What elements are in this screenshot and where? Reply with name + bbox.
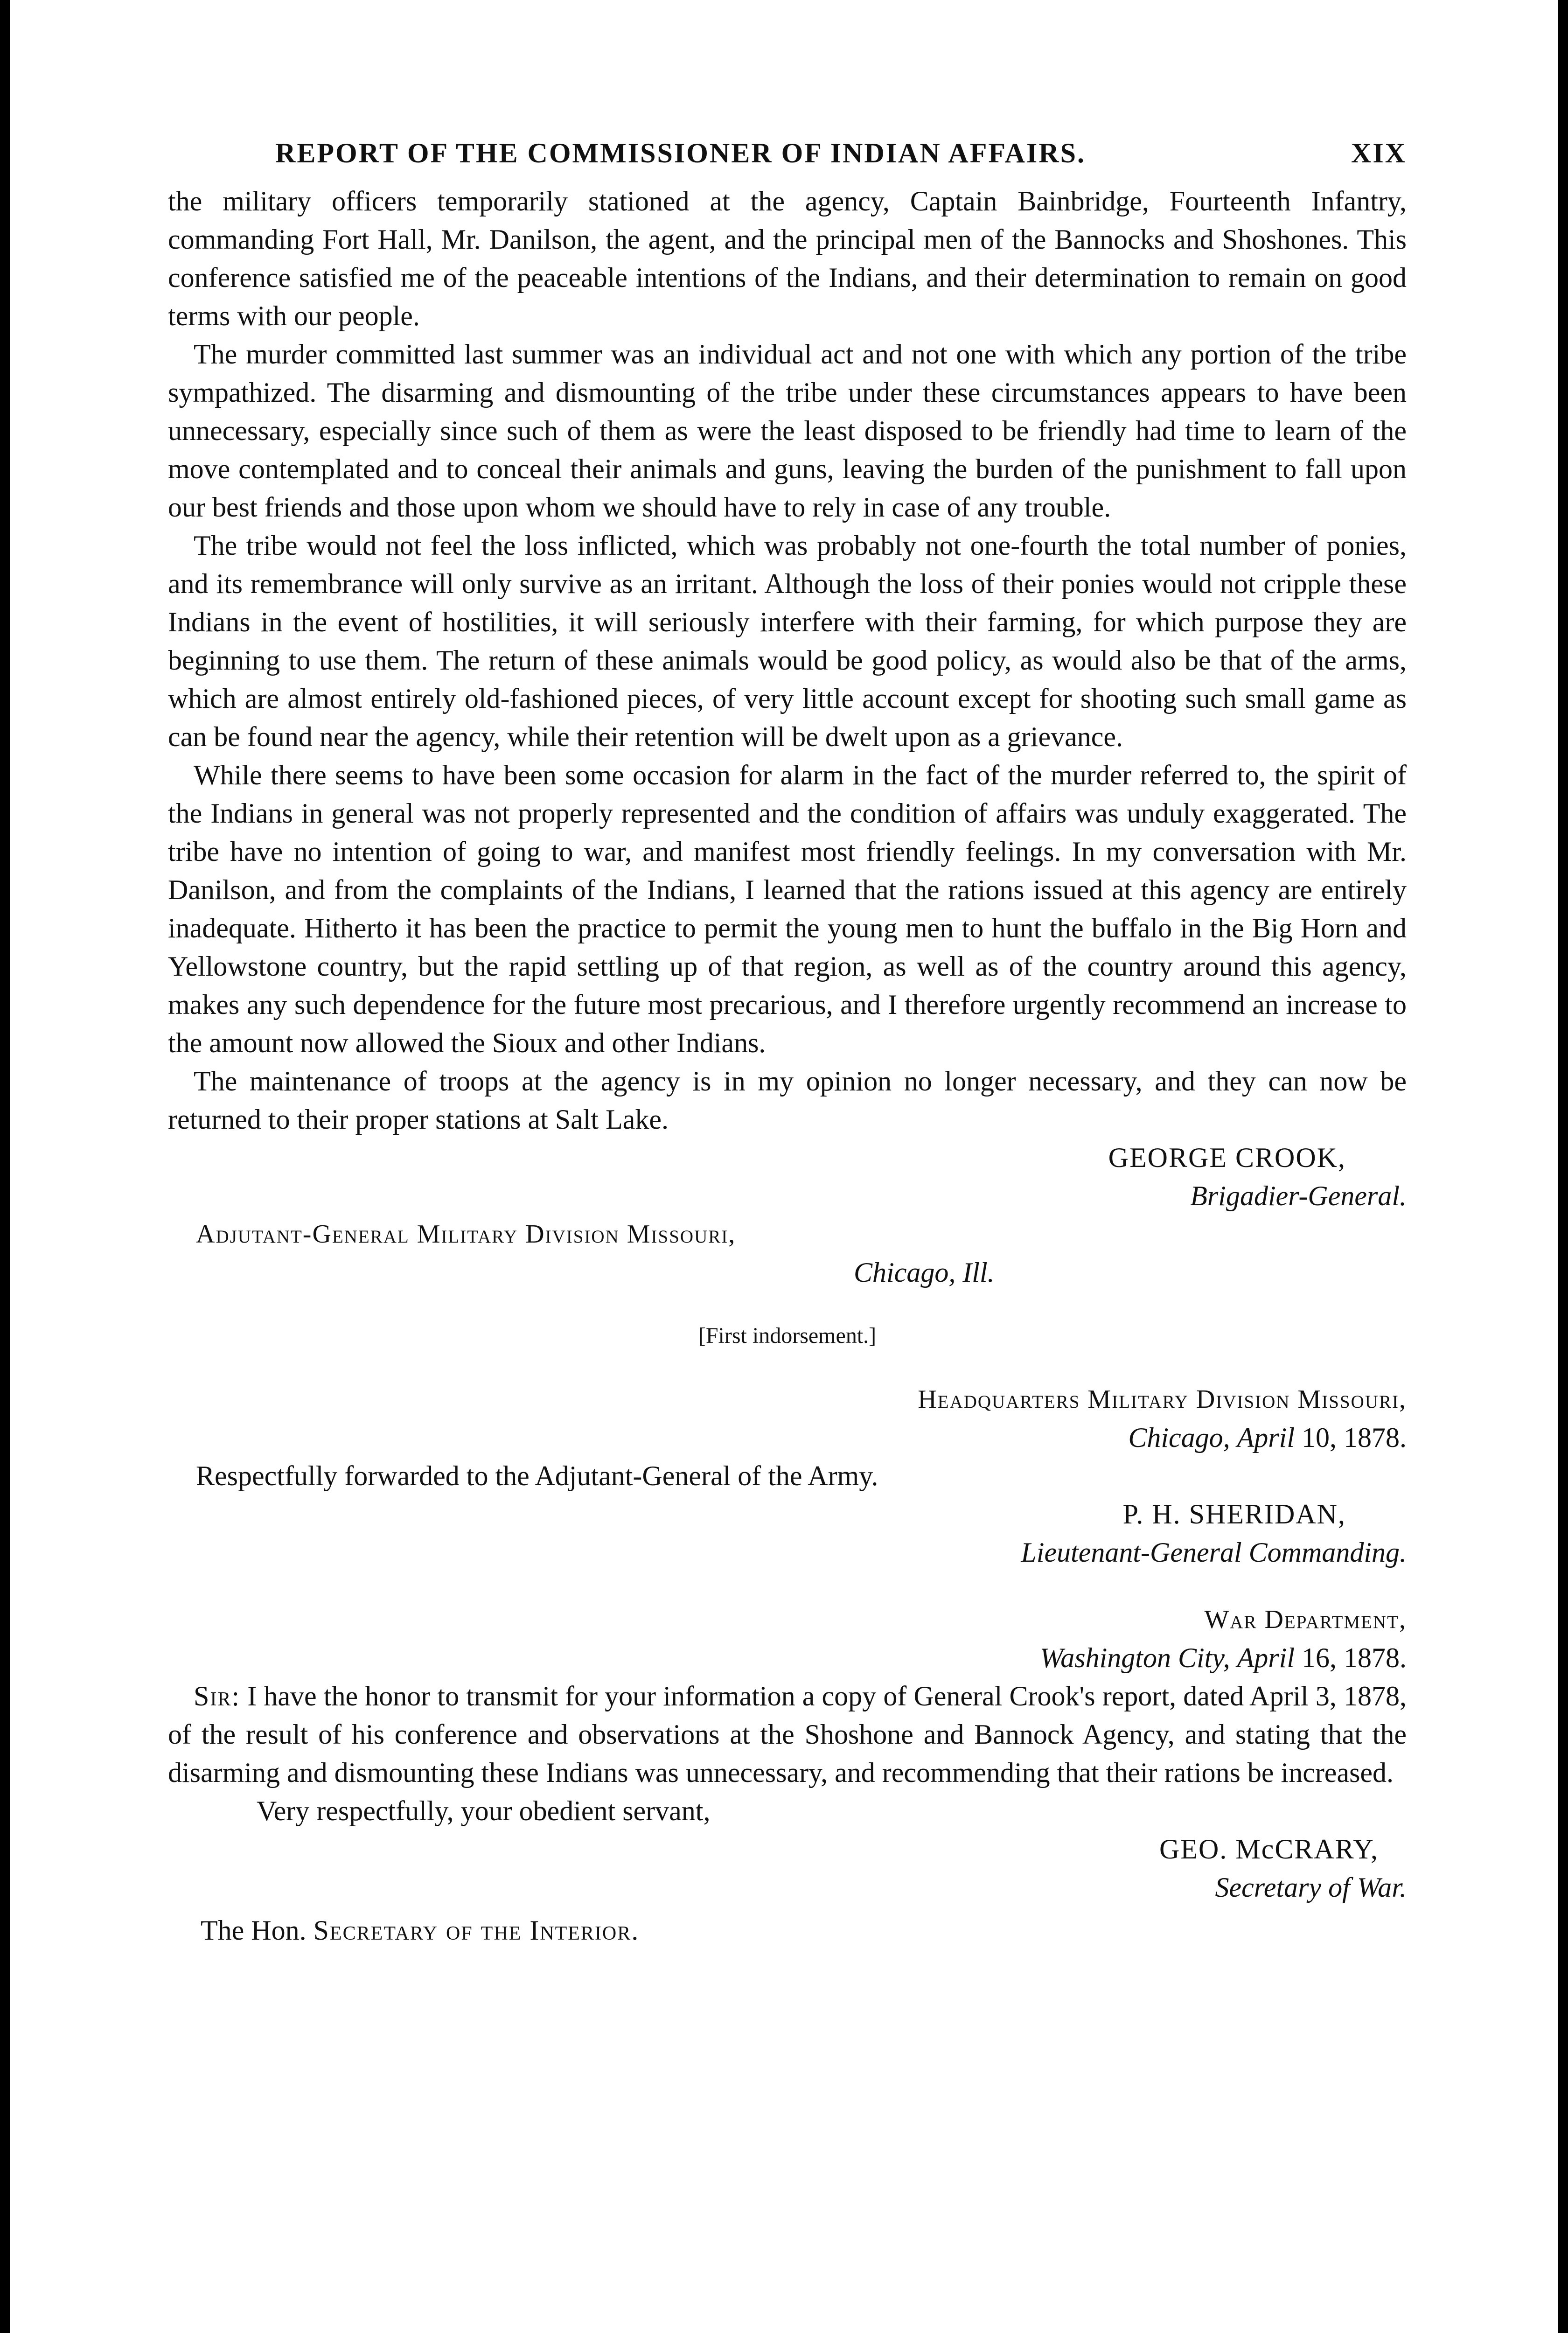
crook-signature-name: GEORGE CROOK, xyxy=(1108,1142,1346,1173)
letter-paragraph: the military officers temporarily stationed at the agency, Captain Bainbridge, Fourteenth Infantry, commanding Fort Hall, Mr. Danilson, the agent, and the principal men of the Bannocks and Shoshones. This conference satisfied me of the peaceable intentions of the Indians, and their determination to remain on good terms with our people. xyxy=(168,186,1407,331)
page-number: XIX xyxy=(1351,138,1407,168)
indorsement-dateline xyxy=(168,1418,1407,1457)
running-head-title: REPORT OF THE COMMISSIONER OF INDIAN AFFAIRS. xyxy=(275,138,1086,168)
war-department-date-month: April xyxy=(1237,1642,1295,1673)
letter-body xyxy=(168,182,1407,1139)
letter-paragraph: The tribe would not feel the loss inflicted, which was probably not one-fourth the total number of ponies, and its remembrance will only survive as an irritant. Although the loss of their ponies would not cripple these Indians in the event of hostilities, it will seriously interfere with their farming, for which purpose they are beginning to use them. The return of these animals would be good policy, as would also be that of the arms, which are almost entirely old-fashioned pieces, of very little account except for shooting such small game as can be found near the agency, while their retention will be dwelt upon as a grievance. xyxy=(168,530,1407,752)
war-department-dateline xyxy=(168,1639,1407,1677)
sheridan-signature-name: P. H. SHERIDAN, xyxy=(1122,1499,1346,1530)
indorsement-text: Respectfully forwarded to the Adjutant-General of the Army. xyxy=(196,1460,878,1491)
war-department-body: I have the honor to transmit for your information a copy of General Crook's report, dated April 3, 1878, of the result of his conference and observations at the Shoshone and Bannock Agency, and stating that the disarming and dismounting these Indians was unnecessary, and recommending that their rations be increased. xyxy=(168,1681,1407,1788)
war-department-paragraph xyxy=(168,1677,1407,1792)
letter-addressee: Adjutant-General Military Division Missouri, xyxy=(196,1220,736,1249)
document-page xyxy=(168,135,1407,1949)
indorsement-date-month: April xyxy=(1237,1422,1295,1453)
section-spacer xyxy=(168,1572,1407,1600)
closing-line: Very respectfully, your obedient servant, xyxy=(257,1795,711,1826)
indorsement-date-place: Chicago, xyxy=(1128,1422,1230,1453)
scan-border-right xyxy=(1558,0,1568,2333)
letter-paragraph: While there seems to have been some occasion for alarm in the fact of the murder referred to, the spirit of the Indians in general was not properly represented and the condition of affairs was unduly exaggerated. The tribe have no intention of going to war, and manifest most friendly feelings. In my conversation with Mr. Danilson, and from the complaints of the Indians, I learned that the rations issued at this agency are entirely inadequate. Hitherto it has been the practice to permit the young men to hunt the buffalo in the Big Horn and Yellowstone country, but the rapid settling up of that region, as well as of the country around this agency, makes any such dependence for the future most precarious, and I therefore urgently recommend an increase to the amount now allowed the Sioux and other Indians. xyxy=(168,760,1407,1058)
final-addressee-prefix: The Hon. xyxy=(201,1915,307,1946)
salutation: Sir: xyxy=(194,1681,241,1711)
war-department-date-place: Washington City, xyxy=(1039,1642,1230,1673)
indorsement-headquarters: Headquarters Military Division Missouri, xyxy=(918,1385,1407,1414)
war-department-heading: War Department, xyxy=(1204,1605,1407,1634)
mccrary-signature-title: Secretary of War. xyxy=(1215,1872,1407,1903)
crook-signature-title: Brigadier-General. xyxy=(1190,1180,1407,1211)
letter-paragraph: The maintenance of troops at the agency is in my opinion no longer necessary, and they can now be returned to their proper stations at Salt Lake. xyxy=(168,1066,1407,1135)
final-addressee xyxy=(168,1911,1407,1949)
letter-addressee-place: Chicago, Ill. xyxy=(854,1257,995,1288)
first-indorsement-label: [First indorsement.] xyxy=(698,1323,877,1348)
scan-border-left xyxy=(0,0,10,2333)
war-department-date-rest: 16, 1878. xyxy=(1302,1642,1407,1673)
letter-paragraph: The murder committed last summer was an individual act and not one with which any portion of the tribe sympathized. The disarming and dismounting of the tribe under these circumstances appears to have been unnecessary, especially since such of them as were the least disposed to be friendly had time to learn of the move contemplated and to conceal their animals and guns, leaving the burden of the punishment to fall upon our best friends and those upon whom we should have to rely in case of any trouble. xyxy=(168,339,1407,523)
indorsement-date-rest: 10, 1878. xyxy=(1302,1422,1407,1453)
running-head xyxy=(168,135,1407,171)
mccrary-signature-name: GEO. McCRARY, xyxy=(1159,1834,1379,1865)
sheridan-signature-title: Lieutenant-General Commanding. xyxy=(1021,1537,1407,1568)
final-addressee-name: Secretary of the Interior. xyxy=(313,1915,640,1946)
